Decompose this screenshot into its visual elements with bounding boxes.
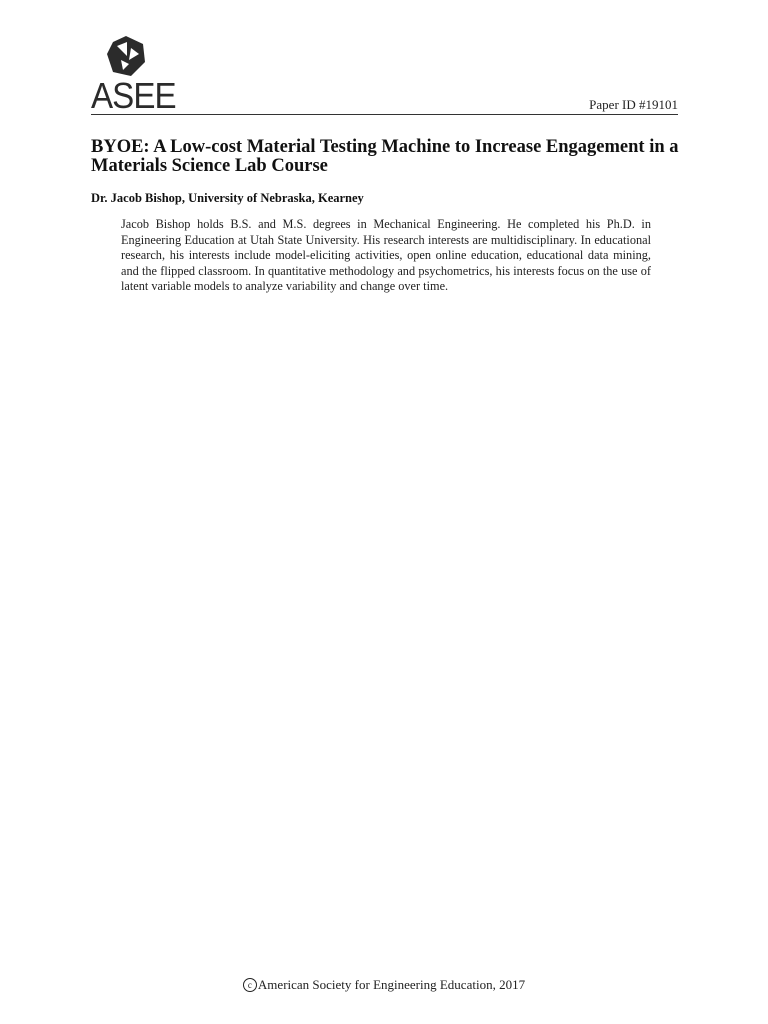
author-bio: Jacob Bishop holds B.S. and M.S. degrees in Mechanical Engineering. He completed his Ph.D. in Engineering Education at Utah State University. His research interests are multidisciplinary. In educational research, his interests include model-eliciting activities, open online education, educational data mining, and the flipped classroom. In quantitative methodology and psychometrics, his interests focus on the use of latent variable models to analyze variability and change over time. — [121, 217, 651, 293]
asee-logo-mark-icon — [105, 34, 147, 80]
asee-logo — [91, 34, 176, 116]
asee-logo-text: ASEE — [91, 75, 176, 116]
header-divider — [91, 114, 678, 115]
paper-title: BYOE: A Low-cost Material Testing Machine to Increase Engagement in a Materials Science Lab Course — [91, 137, 679, 176]
paper-id: Paper ID #19101 — [589, 97, 678, 112]
copyright-footer — [0, 977, 768, 993]
author-line: Dr. Jacob Bishop, University of Nebraska, Kearney — [91, 191, 364, 205]
copyright-text: American Society for Engineering Education, 2017 — [257, 977, 526, 992]
copyright-icon: c — [243, 978, 257, 992]
